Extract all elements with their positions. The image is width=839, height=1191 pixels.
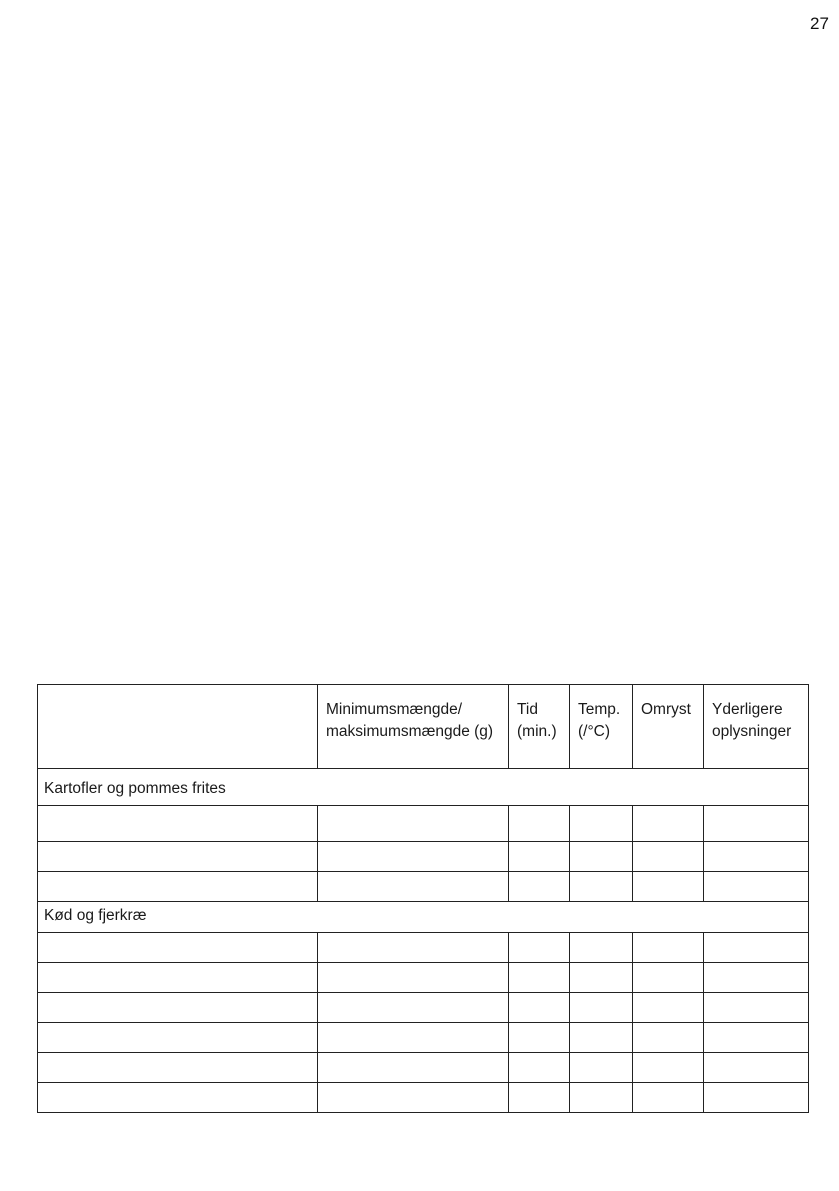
table-cell bbox=[38, 1023, 318, 1053]
table-cell bbox=[318, 993, 509, 1023]
table-cell bbox=[704, 933, 809, 963]
header-shake: Omryst bbox=[633, 685, 704, 769]
table-cell bbox=[38, 872, 318, 902]
table-cell bbox=[633, 1083, 704, 1113]
table-cell bbox=[38, 842, 318, 872]
table-cell bbox=[633, 933, 704, 963]
table-cell bbox=[704, 963, 809, 993]
table-cell bbox=[704, 806, 809, 842]
table-cell bbox=[570, 933, 633, 963]
section-title: Kød og fjerkræ bbox=[38, 902, 809, 933]
table-cell bbox=[570, 1083, 633, 1113]
table-row bbox=[38, 872, 809, 902]
section-row-meat-poultry bbox=[38, 902, 809, 933]
table-cell bbox=[570, 842, 633, 872]
table-cell bbox=[633, 1053, 704, 1083]
table-cell bbox=[38, 933, 318, 963]
table-cell bbox=[38, 1053, 318, 1083]
header-food bbox=[38, 685, 318, 769]
table-cell bbox=[509, 1083, 570, 1113]
table-cell bbox=[509, 872, 570, 902]
header-temperature: Temp. (/°C) bbox=[570, 685, 633, 769]
table-cell bbox=[704, 1023, 809, 1053]
table-row bbox=[38, 1083, 809, 1113]
section-row-potatoes bbox=[38, 769, 809, 806]
table-cell bbox=[570, 1023, 633, 1053]
table-row bbox=[38, 1053, 809, 1083]
table-cell bbox=[509, 806, 570, 842]
table-row bbox=[38, 842, 809, 872]
table-cell bbox=[38, 993, 318, 1023]
table-cell bbox=[570, 963, 633, 993]
table-cell bbox=[318, 933, 509, 963]
table-cell bbox=[633, 993, 704, 1023]
table-cell bbox=[509, 842, 570, 872]
section-title: Kartofler og pommes frites bbox=[38, 769, 809, 806]
table-cell bbox=[633, 872, 704, 902]
table-cell bbox=[318, 1083, 509, 1113]
header-additional-info: Yderligere oplysninger bbox=[704, 685, 809, 769]
table-cell bbox=[318, 1023, 509, 1053]
table-cell bbox=[704, 1053, 809, 1083]
table-cell bbox=[633, 842, 704, 872]
table-cell bbox=[38, 1083, 318, 1113]
table-cell bbox=[509, 1053, 570, 1083]
table-cell bbox=[38, 963, 318, 993]
table-cell bbox=[570, 806, 633, 842]
table-cell bbox=[633, 806, 704, 842]
table-cell bbox=[318, 806, 509, 842]
table-cell bbox=[509, 933, 570, 963]
page-number: 27 bbox=[810, 14, 829, 33]
table-cell bbox=[633, 1023, 704, 1053]
table-row bbox=[38, 993, 809, 1023]
table-cell bbox=[570, 993, 633, 1023]
table-cell bbox=[318, 1053, 509, 1083]
table-header-row bbox=[38, 685, 809, 769]
table-cell bbox=[509, 963, 570, 993]
table-row bbox=[38, 933, 809, 963]
table-cell bbox=[704, 872, 809, 902]
header-time: Tid (min.) bbox=[509, 685, 570, 769]
table-cell bbox=[318, 872, 509, 902]
table-cell bbox=[704, 993, 809, 1023]
table-cell bbox=[318, 963, 509, 993]
table-cell bbox=[509, 1023, 570, 1053]
table-row bbox=[38, 806, 809, 842]
header-quantity: Minimumsmængde/ maksimumsmængde (g) bbox=[318, 685, 509, 769]
table-cell bbox=[38, 806, 318, 842]
table-cell bbox=[704, 1083, 809, 1113]
table-cell bbox=[704, 842, 809, 872]
table-cell bbox=[509, 993, 570, 1023]
table-cell bbox=[570, 1053, 633, 1083]
table-cell bbox=[570, 872, 633, 902]
table-row bbox=[38, 963, 809, 993]
cooking-table bbox=[37, 684, 809, 1113]
table-cell bbox=[318, 842, 509, 872]
table-cell bbox=[633, 963, 704, 993]
table-row bbox=[38, 1023, 809, 1053]
